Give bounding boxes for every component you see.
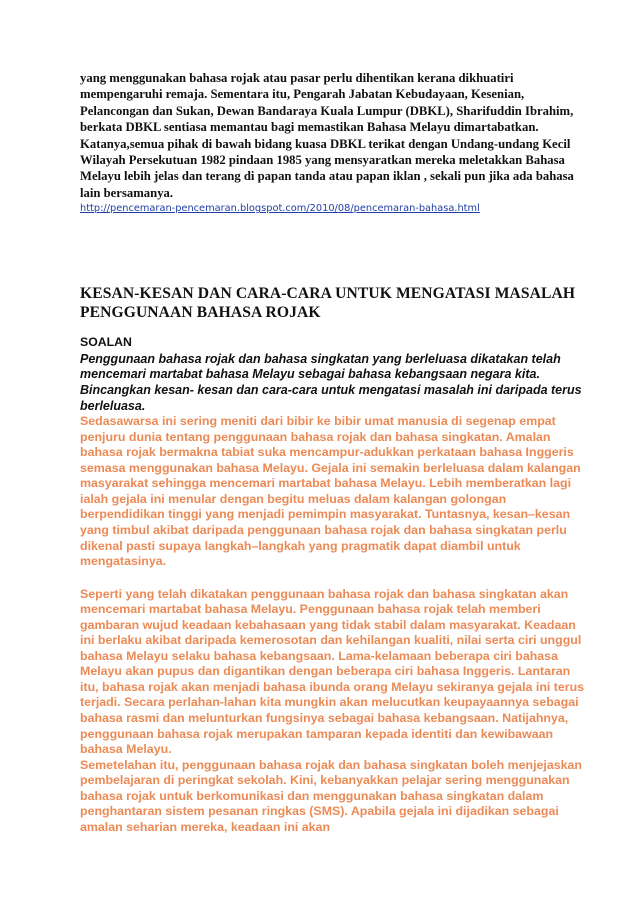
essay-paragraph-2: Seperti yang telah dikatakan penggunaan bahasa rojak dan bahasa singkatan akan mencemari martabat bahasa Melayu. Penggunaan bahasa rojak telah memberi gambaran wujud keadaan kebahasaan yang tidak stabil dalam masyarakat. Keadaan ini berlaku akibat daripada kemerosotan dan kehilangan kualiti, nilai serta ciri unggul bahasa Melayu selaku bahasa kebangsaan. Lama-kelamaan beberapa ciri bahasa Melayu akan pupus dan digantikan dengan beberapa ciri bahasa Inggeris. Lantaran itu, bahasa rojak akan menjadi bahasa ibunda orang Melayu sekiranya gejala ini terus terjadi. Secara perlahan-lahan kita mungkin akan melucutkan keupayaannya sebagai bahasa rasmi dan melunturkan fungsinya sebagai bahasa kebangsaan. Natijahnya, penggunaan bahasa rojak merupakan tamparan kepada identiti dan kewibawaan bahasa Melayu. <box>80 586 585 757</box>
essay-paragraph-3: Semetelahan itu, penggunaan bahasa rojak dan bahasa singkatan boleh menjejaskan pembelajaran di peringkat sekolah. Kini, kebanyakkan pelajar sering menggunakan bahasa rojak untuk berkomunikasi dan menggunakan bahasa singkatan dalam penghantaran sistem pesanan ringkas (SMS). Apabila gejala ini dijadikan sebagai amalan seharian mereka, keadaan ini akan <box>80 757 582 834</box>
question-label: SOALAN <box>80 335 132 350</box>
essay-paragraph-1: Sedasawarsa ini sering meniti dari bibir ke bibir umat manusia di segenap empat penjuru dunia tentang penggunaan bahasa rojak dan bahasa singkatan. Amalan bahasa rojak bermakna tabiat suka mencampur-adukkan perkataan bahasa Inggeris semasa menggunakan bahasa Melayu. Gejala ini semakin berleluasa dalam kalangan masyarakat sehingga mencemari martabat bahasa Melayu. Lebih memberatkan lagi ialah gejala ini menular dengan begitu meluas dalam kalangan golongan berpendidikan tinggi yang menjadi pemimpin masyarakat. Tuntasnya, kesan–kesan yang timbul akibat daripada penggunaan bahasa rojak dan bahasa singkatan perlu dikenal pasti supaya langkah–langkah yang pragmatik dapat diambil untuk mengatasinya. <box>80 414 581 569</box>
question-text: Penggunaan bahasa rojak dan bahasa singkatan yang berleluasa dikatakan telah mencemari martabat bahasa Melayu sebagai bahasa kebangsaan negara kita. Bincangkan kesan- kesan dan cara-cara untuk mengatasi masalah ini daripada terus berleluasa. <box>80 351 582 413</box>
intro-paragraph: yang menggunakan bahasa rojak atau pasar perlu dihentikan kerana dikhuatiri mempengaruhi remaja. Sementara itu, Pengarah Jabatan Kebudayaan, Kesenian, Pelancongan dan Sukan, Dewan Bandaraya Kuala Lumpur (DBKL), Sharifuddin Ibrahim, berkata DBKL sentiasa memantau bagi memastikan Bahasa Melayu dimartabatkan. Katanya,semua pihak di bawah bidang kuasa DBKL terikat dengan Undang-undang Kecil Wilayah Persekutuan 1982 pindaan 1985 yang mensyaratkan mereka meletakkan Bahasa Melayu lebih jelas dan terang di papan tanda atau papan iklan , sekali pun jika ada bahasa lain bersamanya. <box>80 71 574 200</box>
section-heading: KESAN-KESAN DAN CARA-CARA UNTUK MENGATASI MASALAH PENGGUNAAN BAHASA ROJAK <box>80 285 576 322</box>
source-link[interactable]: http://pencemaran-pencemaran.blogspot.com/2010/08/pencemaran-bahasa.html <box>80 203 480 215</box>
